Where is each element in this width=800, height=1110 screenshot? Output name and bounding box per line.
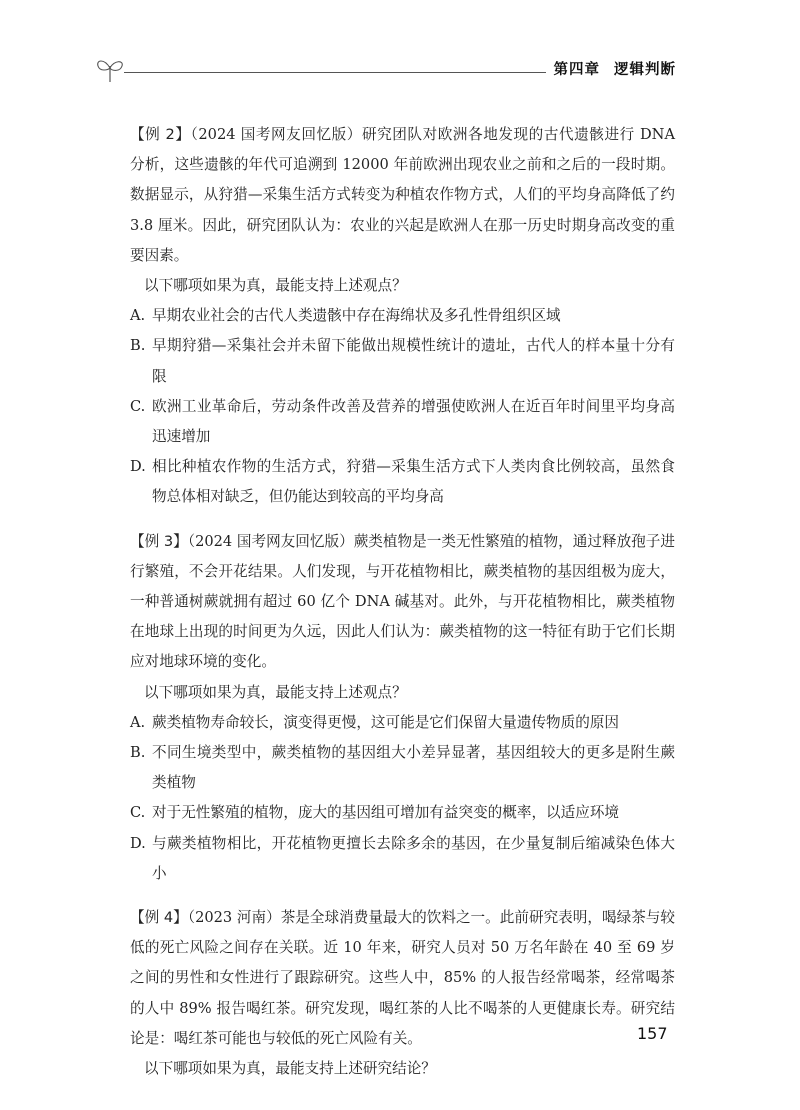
page-number: 157 <box>637 1024 668 1043</box>
option-label: B. <box>130 337 146 355</box>
example-source: （2024 国考网友回忆版） <box>187 532 354 550</box>
example-text: 研究团队对欧洲各地发现的古代遗骸进行 DNA 分析，这些遗骸的年代可追溯到 12000 年前欧洲出现农业之前和之后的一段时期。数据显示，从狩猎—采集生活方式转变为种植农作物方式，人们的平均身高降低了约 3.8 厘米。因此，研究团队认为：农业的兴起是欧洲人在那一历史时期身高改变的重要因素。 <box>130 126 675 264</box>
example-3-option-c <box>130 798 675 828</box>
example-2-option-a <box>130 301 675 331</box>
option-text: 与蕨类植物相比，开花植物更擅长去除多余的基因，在少量复制后缩减染色体大小 <box>152 834 675 882</box>
example-3-option-d <box>130 829 675 889</box>
example-4-question: 以下哪项如果为真，最能支持上述研究结论？ <box>144 1060 436 1078</box>
option-label: C. <box>130 804 146 822</box>
option-label: B. <box>130 744 146 762</box>
example-tag: 【例 4】 <box>130 909 188 927</box>
example-2-option-c <box>130 392 675 452</box>
option-label: A. <box>130 307 146 325</box>
example-2-stem <box>130 120 675 271</box>
option-label: A. <box>130 713 146 731</box>
example-source: （2023 河南） <box>187 909 281 927</box>
page-header <box>94 50 676 90</box>
example-text: 茶是全球消费量最大的饮料之一。此前研究表明，喝绿茶与较低的死亡风险之间存在关联。近 10 年来，研究人员对 50 万名年龄在 40 至 69 岁之间的男性和女性进行了跟踪研究。这些人中，85% 的人报告经常喝茶，经常喝茶的人中 89% 报告喝红茶。研究发现，喝红茶的人比不喝茶的人更健康长寿。研究结论是：喝红茶可能也与较低的死亡风险有关。 <box>130 909 675 1047</box>
example-3-option-a <box>130 708 675 738</box>
example-tag: 【例 3】 <box>130 532 188 550</box>
example-3-option-b <box>130 738 675 798</box>
option-text: 欧洲工业革命后，劳动条件改善及营养的增强使欧洲人在近百年时间里平均身高迅速增加 <box>152 397 675 446</box>
option-label: D. <box>130 834 146 852</box>
chapter-heading <box>554 58 677 79</box>
example-source: （2024 国考网友回忆版） <box>190 126 362 143</box>
option-text: 对于无性繁殖的植物，庞大的基因组可增加有益突变的概率，以适应环境 <box>152 804 620 822</box>
sprout-ornament-icon <box>94 54 126 84</box>
option-text: 相比种植农作物的生活方式，狩猎—采集生活方式下人类肉食比例较高，虽然食物总体相对缺乏，但仍能达到较高的平均身高 <box>152 458 675 506</box>
example-text: 蕨类植物是一类无性繁殖的植物，通过释放孢子进行繁殖，不会开花结果。人们发现，与开花植物相比，蕨类植物的基因组极为庞大，一种普通树蕨就拥有超过 60 亿个 DNA 碱基对。此外，与开花植物相比，蕨类植物在地球上出现的时间更为久远，因此人们认为：蕨类植物的这一特征有助于它们长期应对地球环境的变化。 <box>130 532 675 671</box>
option-text: 蕨类植物寿命较长，演变得更慢，这可能是它们保留大量遗传物质的原因 <box>152 713 620 731</box>
example-3-question: 以下哪项如果为真，最能支持上述观点？ <box>144 683 407 701</box>
option-text: 不同生境类型中，蕨类植物的基因组大小差异显著，基因组较大的更多是附生蕨类植物 <box>152 744 675 792</box>
chapter-title: 逻辑判断 <box>614 62 676 78</box>
option-text: 早期农业社会的古代人类遗骸中存在海绵状及多孔性骨组织区域 <box>152 307 561 325</box>
option-label: D. <box>130 458 146 476</box>
example-2-question: 以下哪项如果为真，最能支持上述观点？ <box>144 277 407 295</box>
example-2-option-b <box>130 331 675 391</box>
option-label: C. <box>130 397 146 415</box>
chapter-number: 第四章 <box>553 62 600 78</box>
page-content <box>130 120 675 1084</box>
example-2-option-d <box>130 452 675 512</box>
example-4-stem <box>130 903 675 1054</box>
option-text: 早期狩猎—采集社会并未留下能做出规模性统计的遗址，古代人的样本量十分有限 <box>152 337 675 385</box>
example-3-stem <box>130 527 675 678</box>
header-rule <box>124 72 546 73</box>
example-tag: 【例 2】 <box>130 126 191 143</box>
